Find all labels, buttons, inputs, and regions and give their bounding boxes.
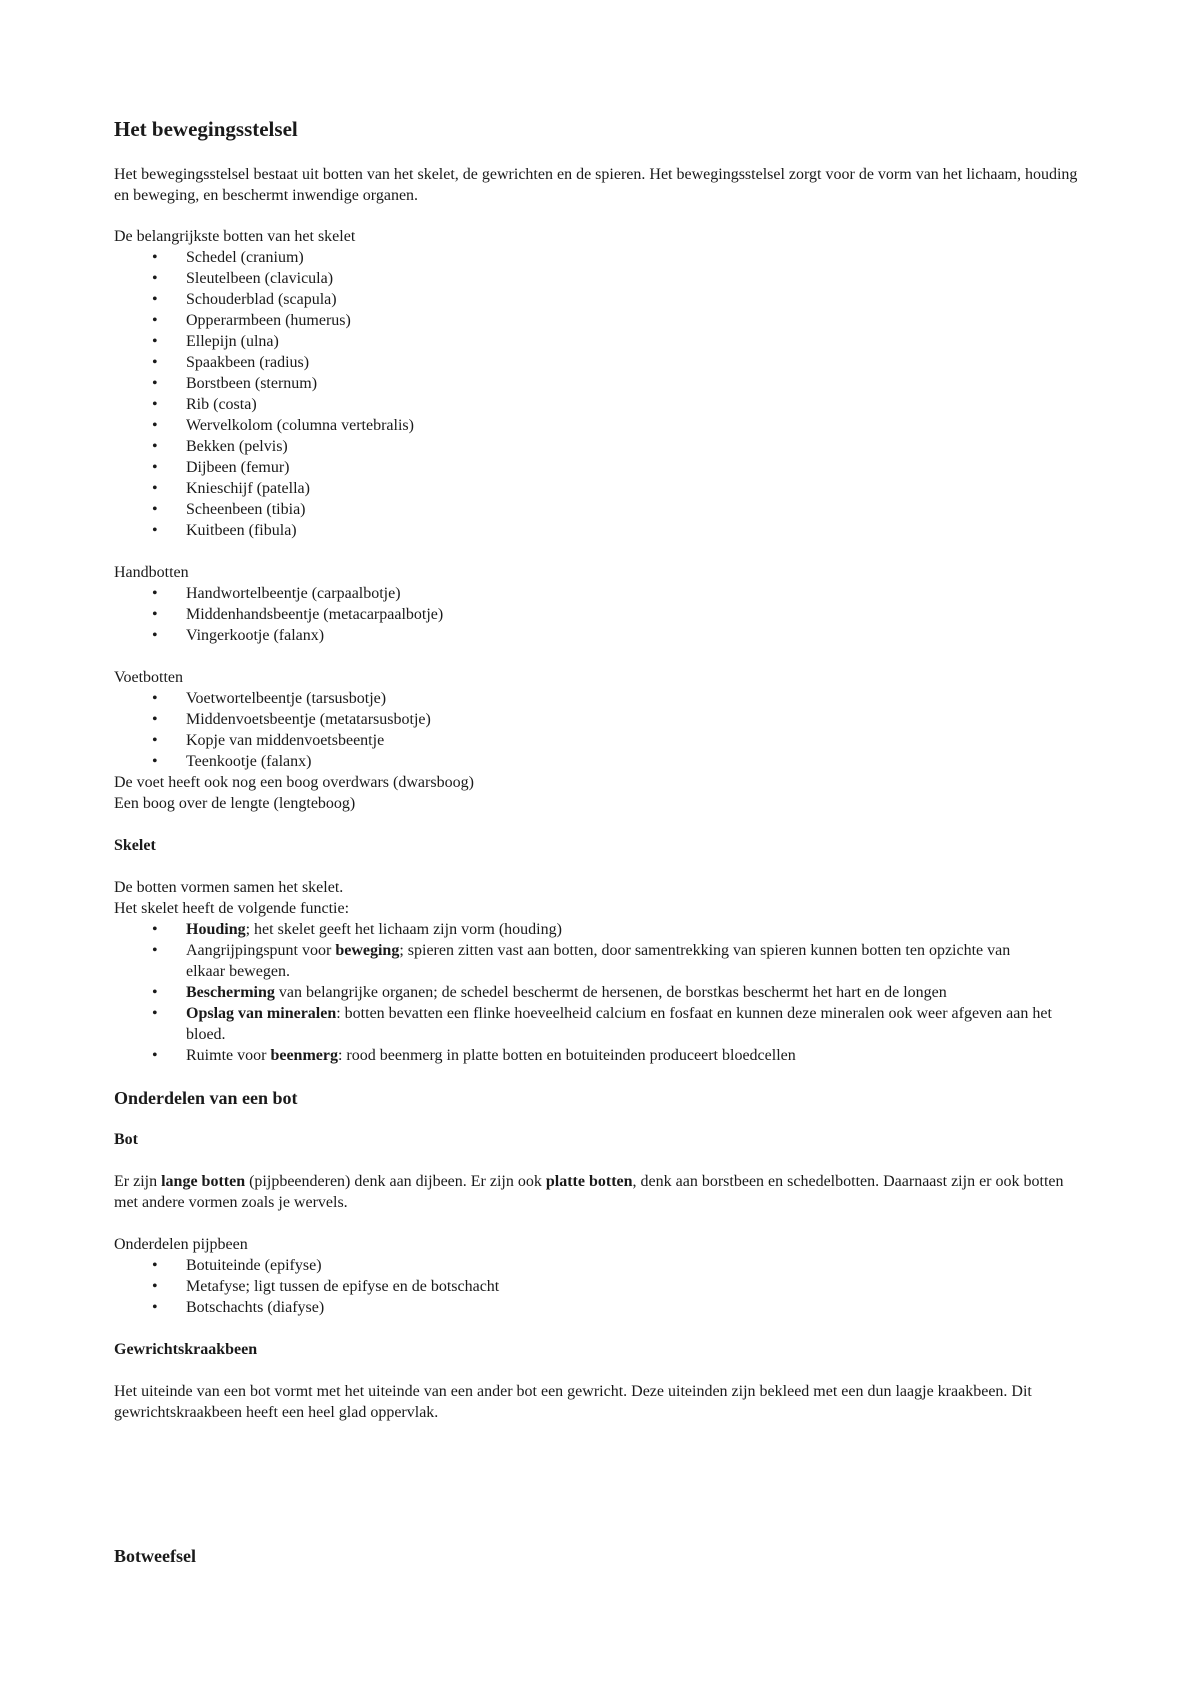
list-item: • Handwortelbeentje (carpaalbotje) <box>152 583 1052 604</box>
list-item: • Schouderblad (scapula) <box>152 289 1052 310</box>
bot-heading: Bot <box>114 1131 138 1148</box>
list-item: • Bekken (pelvis) <box>152 436 1052 457</box>
foot-heading: Voetbotten <box>114 669 184 686</box>
section-heading-onderdelen: Onderdelen van een bot <box>114 1088 298 1108</box>
list-item: • Dijbeen (femur) <box>152 457 1052 478</box>
list-item: • Houding; het skelet geeft het lichaam zijn vorm (houding) <box>152 919 1052 940</box>
list-item: • Rib (costa) <box>152 394 1052 415</box>
skelet-functions-list <box>152 919 1052 1066</box>
list-item: • Sleutelbeen (clavicula) <box>152 268 1052 289</box>
list-item: • Opslag van mineralen: botten bevatten een flinke hoeveelheid calcium en fosfaat en kunnen deze mineralen ook weer afgeven aan het bloed. <box>152 1003 1052 1045</box>
list-item: • Schedel (cranium) <box>152 247 1052 268</box>
list-item: • Ellepijn (ulna) <box>152 331 1052 352</box>
pijpbeen-heading: Onderdelen pijpbeen <box>114 1236 248 1253</box>
skelet-heading: Skelet <box>114 837 156 854</box>
kraakbeen-heading: Gewrichtskraakbeen <box>114 1341 258 1358</box>
page-title: Het bewegingsstelsel <box>114 117 298 141</box>
foot-list <box>152 688 1052 772</box>
list-item: • Kopje van middenvoetsbeentje <box>152 730 1052 751</box>
list-item: • Borstbeen (sternum) <box>152 373 1052 394</box>
list-item: • Kuitbeen (fibula) <box>152 520 1052 541</box>
pijpbeen-list <box>152 1255 1052 1318</box>
list-item: • Aangrijpingspunt voor beweging; spieren zitten vast aan botten, door samentrekking van spieren kunnen botten ten opzichte van elkaar bewegen. <box>152 940 1052 982</box>
list-item: • Voetwortelbeentje (tarsusbotje) <box>152 688 1052 709</box>
hand-list <box>152 583 1052 646</box>
list-item: • Metafyse; ligt tussen de epifyse en de botschacht <box>152 1276 1052 1297</box>
list-item: • Teenkootje (falanx) <box>152 751 1052 772</box>
section-heading-botweefsel: Botweefsel <box>114 1546 196 1566</box>
list-item: • Botschachts (diafyse) <box>152 1297 1052 1318</box>
foot-note-2: Een boog over de lengte (lengteboog) <box>114 795 356 812</box>
list-item: • Middenvoetsbeentje (metatarsusbotje) <box>152 709 1052 730</box>
foot-note-1: De voet heeft ook nog een boog overdwars (dwarsboog) <box>114 774 474 791</box>
kraakbeen-paragraph: Het uiteinde van een bot vormt met het uiteinde van een ander bot een gewricht. Deze uiteinden zijn bekleed met een dun laagje kraakbeen. Dit gewrichtskraakbeen heeft een heel glad oppervlak. <box>114 1383 1032 1421</box>
list-item: • Scheenbeen (tibia) <box>152 499 1052 520</box>
hand-heading: Handbotten <box>114 564 189 581</box>
bones-list <box>152 247 1052 541</box>
list-item: • Spaakbeen (radius) <box>152 352 1052 373</box>
list-item: • Opperarmbeen (humerus) <box>152 310 1052 331</box>
intro-paragraph: Het bewegingsstelsel bestaat uit botten van het skelet, de gewrichten en de spieren. Het bewegingsstelsel zorgt voor de vorm van het lichaam, houding en beweging, en beschermt inwendige organen. <box>114 166 1078 204</box>
list-item: • Vingerkootje (falanx) <box>152 625 1052 646</box>
bot-paragraph: Er zijn lange botten (pijpbeenderen) denk aan dijbeen. Er zijn ook platte botten, denk aan borstbeen en schedelbotten. Daarnaast zijn er ook botten met andere vormen zoals je wervels. <box>114 1173 1064 1211</box>
bones-heading: De belangrijkste botten van het skelet <box>114 228 356 245</box>
list-item: • Bescherming van belangrijke organen; de schedel beschermt de hersenen, de borstkas beschermt het hart en de longen <box>152 982 1052 1003</box>
list-item: • Middenhandsbeentje (metacarpaalbotje) <box>152 604 1052 625</box>
list-item: • Botuiteinde (epifyse) <box>152 1255 1052 1276</box>
skelet-line-1: De botten vormen samen het skelet. <box>114 879 344 896</box>
skelet-line-2: Het skelet heeft de volgende functie: <box>114 900 350 917</box>
list-item: • Knieschijf (patella) <box>152 478 1052 499</box>
list-item: • Ruimte voor beenmerg: rood beenmerg in platte botten en botuiteinden produceert bloedcellen <box>152 1045 1052 1066</box>
list-item: • Wervelkolom (columna vertebralis) <box>152 415 1052 436</box>
